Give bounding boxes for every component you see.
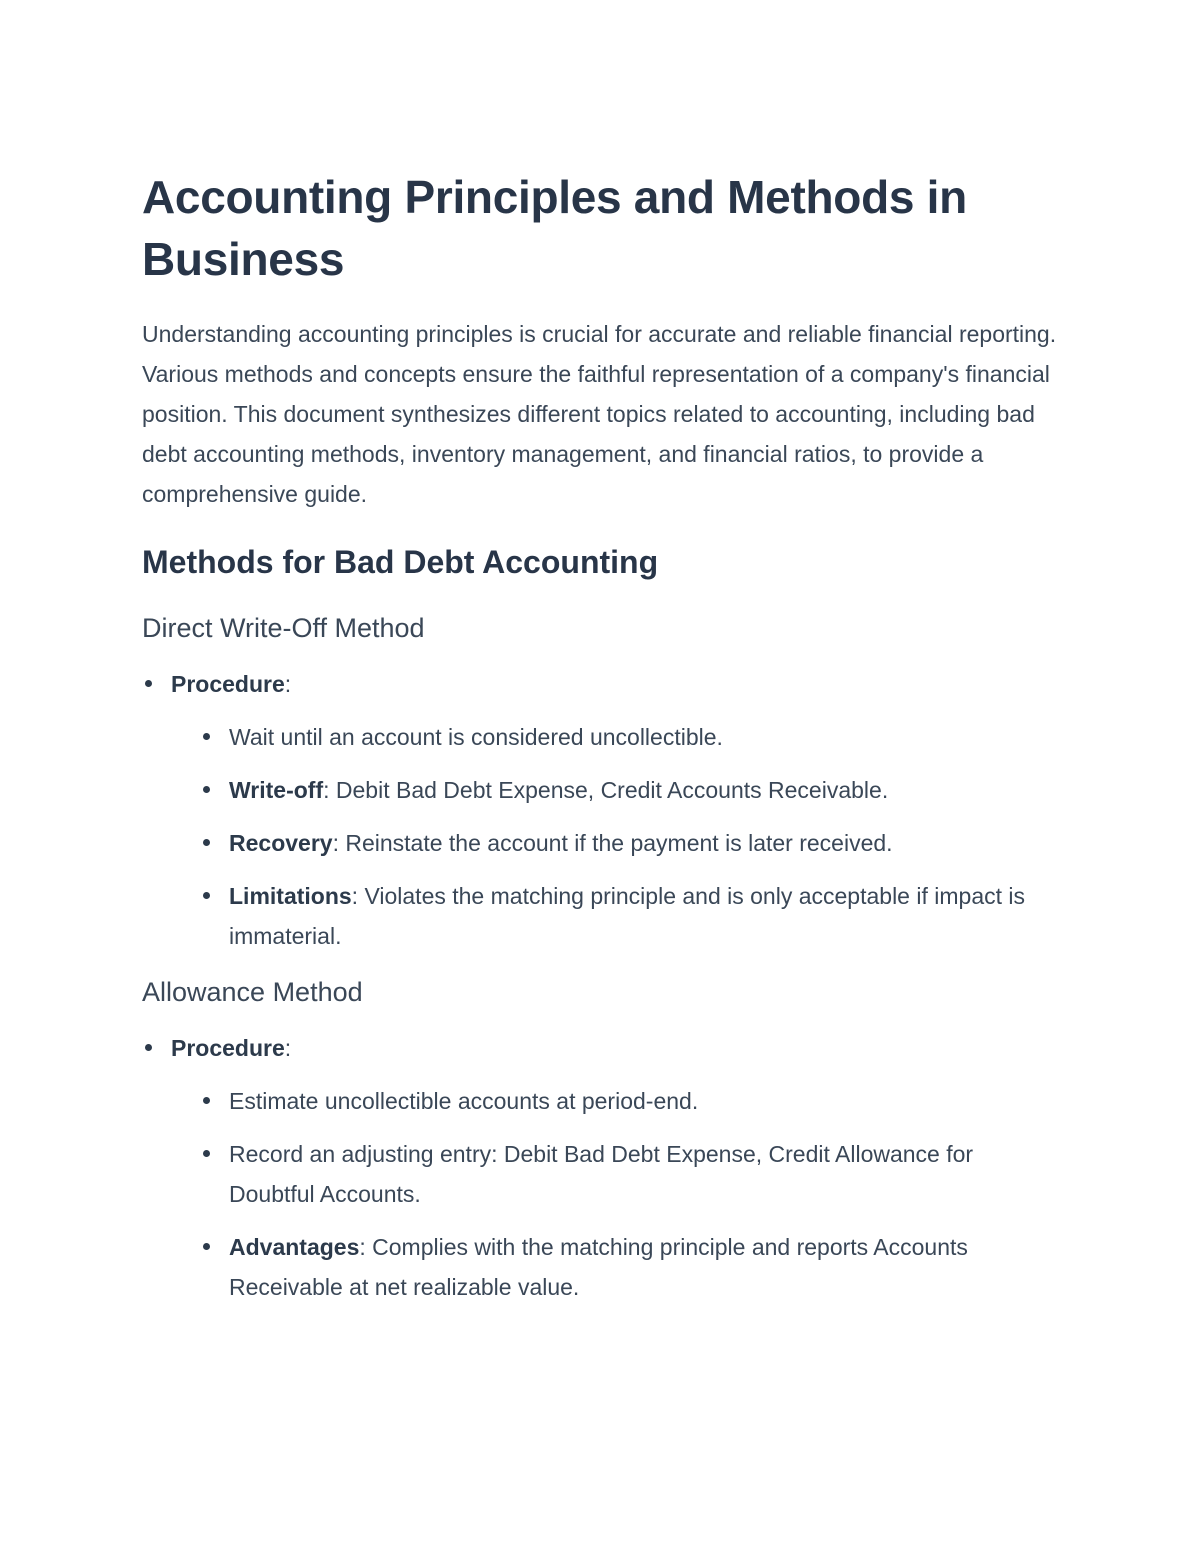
item-text: : Reinstate the account if the payment is later received. — [332, 830, 893, 856]
item-bold: Recovery — [229, 830, 333, 856]
list-item — [171, 823, 1062, 863]
procedure-label: Procedure — [171, 671, 285, 697]
document-page — [142, 166, 1062, 1307]
item-bold: Advantages — [229, 1234, 360, 1260]
list-item — [171, 770, 1062, 810]
item-text: Estimate uncollectible accounts at period-end. — [229, 1088, 699, 1114]
list-item — [171, 1081, 1062, 1121]
subsection-heading-direct-write-off: Direct Write-Off Method — [142, 613, 425, 643]
list-item-procedure — [142, 664, 1062, 956]
item-text: : Complies with the matching principle and reports Accounts Receivable at net realizable value. — [229, 1234, 968, 1300]
intro-paragraph: Understanding accounting principles is crucial for accurate and reliable financial reporting. Various methods and concepts ensure the faithful representation of a company's financial position. This document synthesizes different topics related to accounting, including bad debt accounting methods, inventory management, and financial ratios, to provide a comprehensive guide. — [142, 321, 1057, 507]
allowance-method-list — [142, 1028, 1062, 1307]
direct-write-off-list — [142, 664, 1062, 956]
item-text: : Violates the matching principle and is only acceptable if impact is immaterial. — [229, 883, 1025, 949]
item-text: : Debit Bad Debt Expense, Credit Accounts Receivable. — [323, 777, 889, 803]
item-text: Record an adjusting entry: Debit Bad Debt Expense, Credit Allowance for Doubtful Accounts. — [229, 1141, 974, 1207]
direct-write-off-steps — [171, 717, 1062, 956]
item-bold: Limitations — [229, 883, 352, 909]
item-bold: Write-off — [229, 777, 324, 803]
procedure-label: Procedure — [171, 1035, 285, 1061]
allowance-method-steps — [171, 1081, 1062, 1307]
procedure-suffix: : — [284, 671, 292, 697]
procedure-suffix: : — [284, 1035, 292, 1061]
subsection-heading-allowance: Allowance Method — [142, 977, 363, 1007]
document-title: Accounting Principles and Methods in Business — [142, 171, 967, 285]
list-item — [171, 876, 1062, 956]
item-text: Wait until an account is considered uncollectible. — [229, 724, 723, 750]
section-heading-bad-debt: Methods for Bad Debt Accounting — [142, 544, 659, 580]
list-item-procedure — [142, 1028, 1062, 1307]
list-item — [171, 717, 1062, 757]
list-item — [171, 1134, 1062, 1214]
list-item — [171, 1227, 1062, 1307]
